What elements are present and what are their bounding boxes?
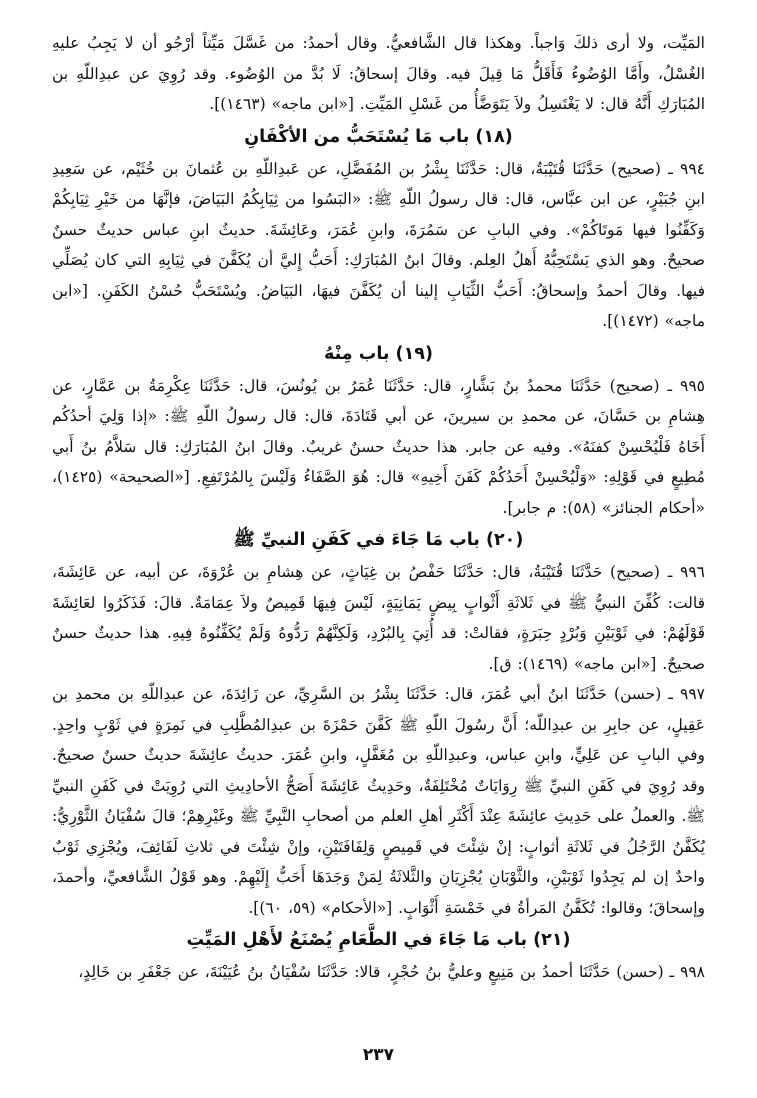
chapter-heading-21: (٢١) باب مَا جَاءَ في الطَّعَامِ يُصْنَعُ لأَهْلِ المَيِّتِ xyxy=(186,930,571,950)
hadith-997: ٩٩٧ ـ (حسن) حَدَّثَنَا ابنُ أبي عُمَرَ، قال: حَدَّثَنَا بِشْرُ بن السَّرِيِّ، عن زَائِدَةَ، عن عبدِاللّهِ بن محمدِ بن عَقِيلٍ، عن جابِرِ بن عبدِاللّه؛ أَنَّ رسُولَ اللّهِ ﷺ كَفَّنَ حَمْزَةَ بن عبدِالمُطَّلِبِ في نَمِرَةٍ في ثَوْبٍ واحِدٍ. وفي البابِ عن عَلِيٍّ، وابنِ عباس، وعبدِاللّهِ بن مُغَفَّلٍ، وابنِ عُمَرَ. حديثُ عائِشَةَ حديثٌ حسنٌ صحيحٌ. وقد رُوِيَ في كَفَنِ النبيِّ ﷺ رِوَايَاتٌ مُخْتَلِفَةٌ، وحَدِيثُ عَائِشَةَ أَصَحُّ الأحادِيثِ التي رُوِيَتْ في كَفَنِ النبيِّ ﷺ. والعملُ على حَدِيثِ عائِشَةَ عِنْدَ أَكْثَرِ أهلِ العلم من أصحابِ النَّبِيِّ ﷺ وغَيْرِهِمْ؛ قالَ سُفْيَانُ الثَّوْرِيُّ: يُكَفَّنُ الرَّجُلُ في ثَلاثَةِ أثوابٍ: إنْ شِئْتَ في قَمِيصٍ وَلِفَافَتَيْنِ، وإنْ شِئْتَ في ثلاثِ لَفَائِفَ، ويُجْزِي ثَوْبٌ واحدٌ إن لم يَجِدُوا ثَوْبَيْنِ، والثَّوْبَانِ يُجْزِيَانِ والثَّلاثَةُ لِمَنْ وَجَدَهَا أَحَبُّ إِلَيْهِمْ. وهو قَوْلُ الشَّافعيِّ، وأحمدَ، وإسحاقَ؛ وقالوا: تُكَفَّنُ المَرأةُ في خَمْسَةِ أَثْوَابٍ. [«الأحكام» (٥٩، ٦٠)]. xyxy=(52,685,705,917)
hadith-994: ٩٩٤ ـ (صحيح) حَدَّثَنَا قُتَيْبَةُ، قال: حَدَّثَنَا بِشْرُ بن المُفَضَّلِ، عن عَبدِاللّهِ بن عُثمانَ بن خُثَيْم، عن سَعِيدِ ابنِ جُبَيْرٍ، عن ابن عبَّاس، قال: قال رسولُ اللّهِ ﷺ: «البَسُوا من ثِيَابِكُمُ البَيَاضَ، فإنَّهَا من خَيْرِ ثِيَابِكُمْ وَكَفِّنُوا فيها مَوتَاكُمْ». وفي البابِ عن سَمُرَةَ، وابنِ عُمَرَ، وعَائِشَةَ. حديثُ ابنِ عباس حديثٌ حسنٌ صحيحٌ. وهو الذي يَسْتَحِبُّهُ أَهلُ العِلم. وقالَ ابنُ المُبَارَكِ: أَحَبُّ إِليَّ أن يُكَفَّنَ في ثِيَابِهِ التي كان يُصَلِّي فيها. وقالَ أحمدُ وإسحاقُ: أَحَبُّ الثِّيَابِ إلينا أن يُكَفَّنَ فيهَا، البَيَاضُ. ويُسْتَحَبُّ حُسْنُ الكَفَنِ. [«ابن ماجه» (١٤٧٢)]. xyxy=(52,159,705,330)
chapter-heading-18: (١٨) باب مَا يُسْتَحَبُّ من الأكْفَانِ xyxy=(244,126,513,147)
hadith-995: ٩٩٥ ـ (صحيح) حَدَّثَنَا محمدُ بنُ بَشَّارٍ، قال: حَدَّثَنَا عُمَرُ بن يُونُسَ، قال: حَدَّثَنَا عِكْرِمَةُ بن عَمَّارٍ، عن هِشامِ بن حَسَّانَ، عن محمدِ بن سيرينَ، عن أبي قَتَادَةَ، قال: قال رسولُ اللّهِ ﷺ: «إذا وَلِيَ أحدُكُم أَخَاهُ فَلْيُحْسِنْ كفنَهُ». وفيه عن جابر. هذا حديثٌ حسنٌ غريبٌ. وقالَ ابنُ المُبَارَكِ: قال سَلاَّمُ بنُ أَبي مُطِيعٍ في قَوْلِهِ: «وَلْيُحْسِنْ أَحَدُكُمْ كَفَنَ أَخِيهِ» قال: هُوَ الصَّفَاءُ وَلَيْسَ بِالمُرْتَفِعِ. [«الصحيحة» (١٤٢٥)، «أحكام الجنائز» (٥٨): م جابر]. xyxy=(52,376,705,517)
paragraph-continuation: المَيِّت، ولا أرى ذلكَ وَاجباً. وهكذا قال الشَّافعيُّ. وقال أحمدُ: من غَسَّلَ مَيِّتاً أرْجُو أن لا يَجِبُ عليهِ الغُسْلُ، وأَمَّا الوُضُوءُ فَأَقَلُّ مَا قِيلَ فيه. وقالَ إسحاقُ: لَا بُدَّ من الوُضُوء. وقد رُوِيَ عن عبدِاللّهِ بن المُبَارَكِ أَنَّهُ قال: لا يَغْتَسِلُ ولاَ يَتَوَضَّأُ من غَسْلِ المَيِّتِ. [«ابن ماجه» (١٤٦٣)]. xyxy=(52,34,705,113)
page-number: ٢٣٧ xyxy=(362,1045,395,1065)
chapter-heading-19: (١٩) باب مِنْهُ xyxy=(324,343,433,364)
page-body xyxy=(52,28,705,988)
chapter-heading-20: (٢٠) باب مَا جَاءَ في كَفَنِ النبيِّ ﷺ xyxy=(233,530,524,550)
hadith-996: ٩٩٦ ـ (صحيح) حَدَّثَنَا قُتَيْبَةُ، قال: حَدَّثَنَا حَفْصُ بن غِيَاثٍ، عن هِشامِ بن عُرْوَةَ، عن أبيه، عن عَائِشَةَ، قالت: كُفِّنَ النبيُّ ﷺ في ثَلاثَةِ أَثْوابٍ بِيضٍ يَمَانِيَةٍ، لَيْسَ فِيهَا قَمِيصٌ ولاَ عِمَامَةٌ. قالَ: فَذَكَرُوا لعَائِشَةَ قَوْلَهُمْ: في ثَوْبَيْنِ وَبُرْدٍ حِبَرَةٍ، فقالتْ: قد أُتِيَ بِالبُرْدِ، وَلَكِنَّهُمْ رَدُّوهُ وَلَمْ يُكَفِّنُوهُ فِيهِ. هذا حديثٌ حسنٌ صحيحٌ. [«ابن ماجه» (١٤٦٩): ق]. xyxy=(52,563,705,673)
hadith-998: ٩٩٨ ـ (حسن) حَدَّثَنَا أحمدُ بن مَنِيعٍ وعليُّ بنُ حُجْرٍ، قالا: حَدَّثَنَا سُفْيَانُ بنُ عُيَيْنَةَ، عن جَعْفَرِ بن خَالِدٍ، xyxy=(78,963,705,981)
